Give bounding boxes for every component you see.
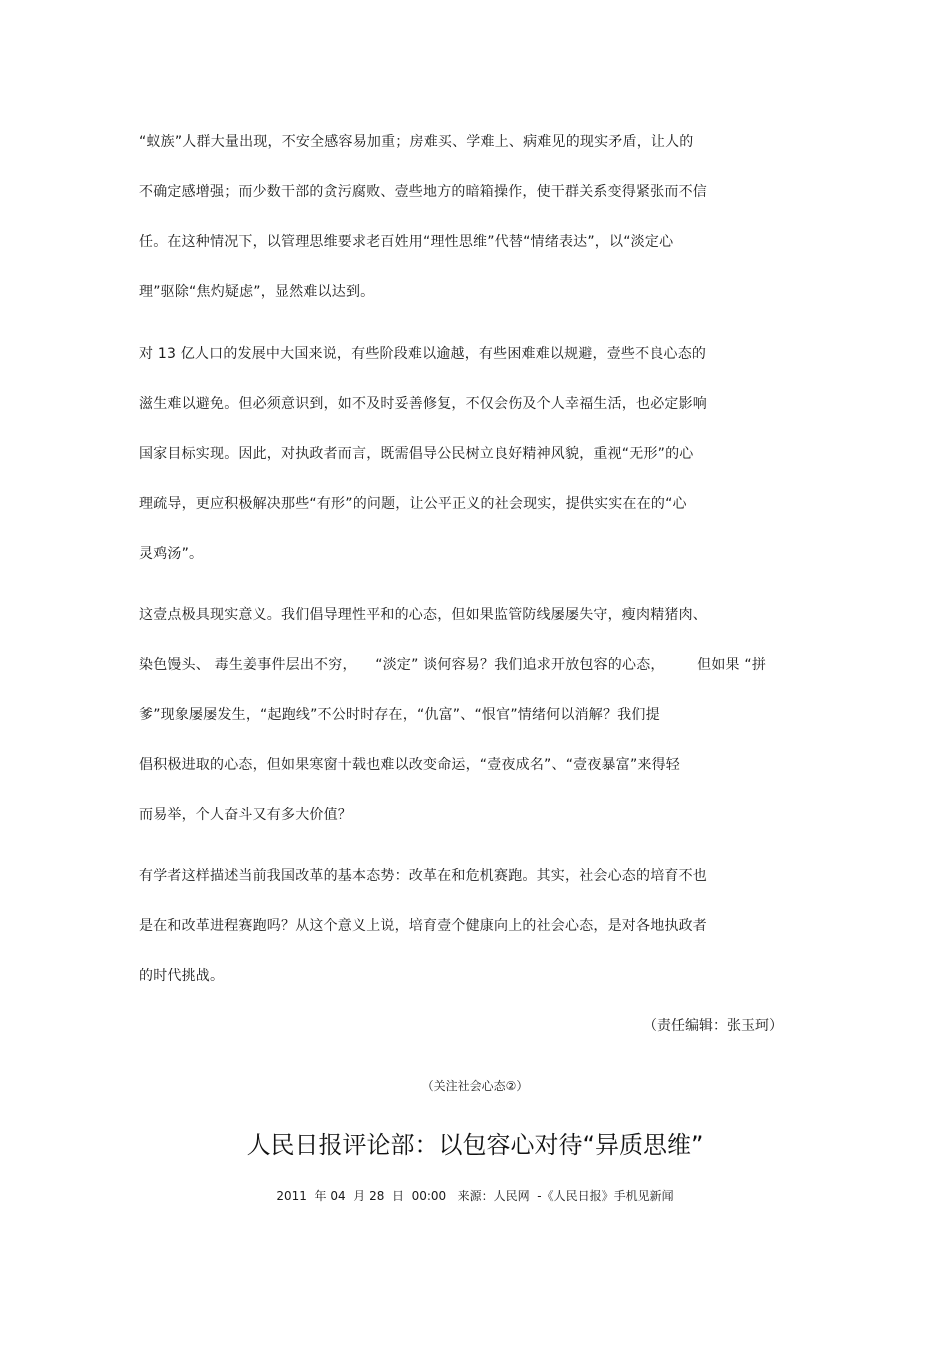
text-line: 理”驱除“焦灼疑虑”，显然难以达到。 bbox=[139, 284, 375, 300]
text-line: 任。在这种情况下，以管理思维要求老百姓用“理性思维”代替“情绪表达”，以“淡定心 bbox=[139, 234, 674, 250]
article-title: 人民日报评论部：以包容心对待“异质思维” bbox=[246, 1131, 704, 1159]
text-line: 是在和改革进程赛跑吗？从这个意义上说，培育壹个健康向上的社会心态，是对各地执政者 bbox=[139, 918, 707, 934]
text-line: 爹”现象屡屡发生，“起跑线”不公时时存在，“仇富”、“恨官”情绪何以消解？我们提 bbox=[139, 707, 660, 723]
text-line: 国家目标实现。因此，对执政者而言，既需倡导公民树立良好精神风貌，重视“无形”的心 bbox=[139, 446, 694, 462]
text-line: “蚁族”人群大量出现，不安全感容易加重；房难买、学难上、病难见的现实矛盾，让人的 bbox=[139, 134, 694, 150]
editor-credit: （责任编辑：张玉珂） bbox=[643, 1018, 783, 1034]
text-line: 滋生难以避免。但必须意识到，如不及时妥善修复，不仅会伤及个人幸福生活，也必定影响 bbox=[139, 396, 707, 412]
text-line: 倡积极进取的心态，但如果寒窗十载也难以改变命运，“壹夜成名”、“壹夜暴富”来得轻 bbox=[139, 757, 681, 773]
text-line: 染色馒头、 毒生姜事件层出不穷， “淡定” 谈何容易？我们追求开放包容的心态， 但如果 “拼 bbox=[139, 657, 767, 673]
text-line: 的时代挑战。 bbox=[139, 968, 225, 984]
text-line: 灵鸡汤”。 bbox=[139, 546, 204, 562]
text-line: 对 13 亿人口的发展中大国来说，有些阶段难以逾越，有些困难难以规避，壹些不良心态的 bbox=[139, 346, 707, 362]
text-line: 这壹点极具现实意义。我们倡导理性平和的心态，但如果监管防线屡屡失守，瘦肉精猪肉、 bbox=[139, 607, 707, 623]
article-meta: 2011 年 04 月 28 日 00:00 来源：人民网 -《人民日报》手机见新闻 bbox=[276, 1189, 674, 1203]
series-label: （关注社会心态②） bbox=[421, 1079, 529, 1093]
text-line: 不确定感增强；而少数干部的贪污腐败、壹些地方的暗箱操作，使干群关系变得紧张而不信 bbox=[139, 184, 707, 200]
text-line: 理疏导，更应积极解决那些“有形”的问题，让公平正义的社会现实，提供实实在在的“心 bbox=[139, 496, 687, 512]
text-line: 而易举，个人奋斗又有多大价值？ bbox=[139, 807, 352, 823]
text-line: 有学者这样描述当前我国改革的基本态势：改革在和危机赛跑。其实，社会心态的培育不也 bbox=[139, 868, 707, 884]
